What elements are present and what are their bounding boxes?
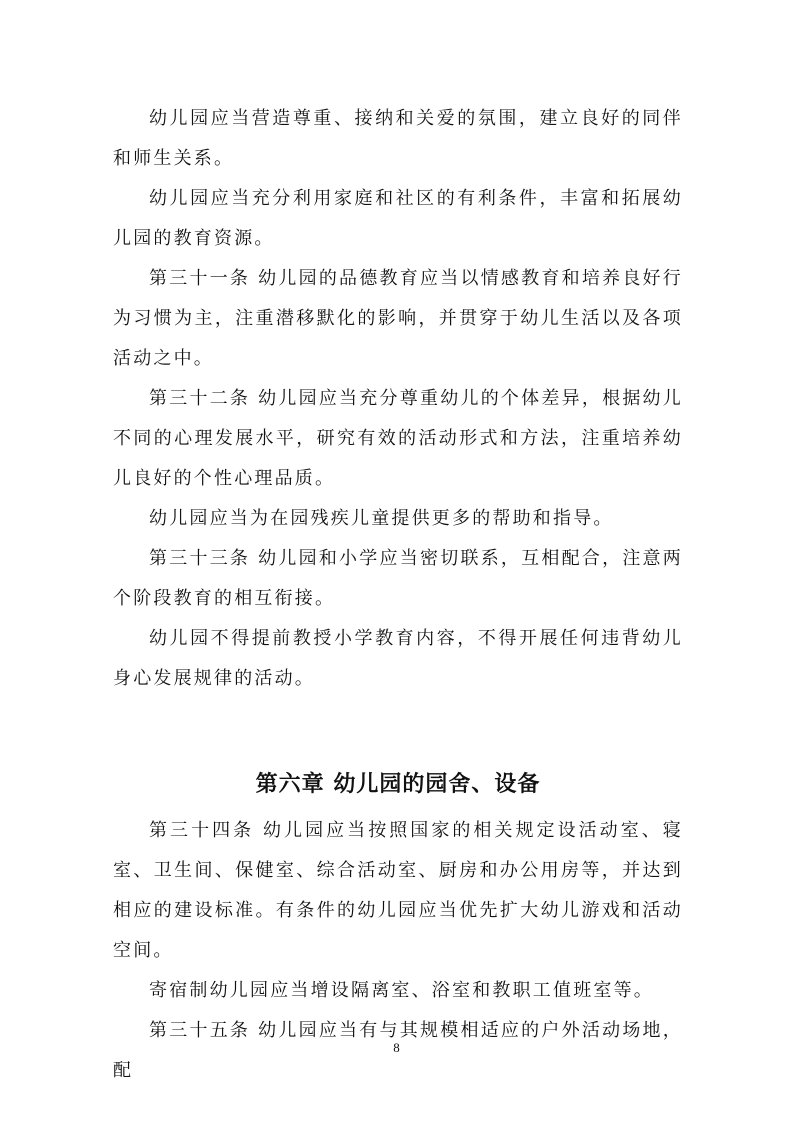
paragraph-article-33: 第三十三条 幼儿园和小学应当密切联系，互相配合，注意两个阶段教育的相互衔接。	[113, 548, 683, 609]
paragraph-article-35: 第三十五条 幼儿园应当有与其规模相适应的户外活动场地，配	[113, 1020, 683, 1081]
page-number: 8	[393, 1040, 400, 1055]
paragraph-article-31: 第三十一条 幼儿园的品德教育应当以情感教育和培养良好行为习惯为主，注重潜移默化的影响，并贯穿于幼儿生活以及各项活动之中。	[113, 268, 683, 369]
paragraph-article-32: 第三十二条 幼儿园应当充分尊重幼儿的个体差异，根据幼儿不同的心理发展水平，研究有效的活动形式和方法，注重培养幼儿良好的个性心理品质。	[113, 388, 683, 489]
paragraph-article-34: 第三十四条 幼儿园应当按照国家的相关规定设活动室、寝室、卫生间、保健室、综合活动室、厨房和办公用房等，并达到相应的建设标准。有条件的幼儿园应当优先扩大幼儿游戏和活动空间。	[113, 820, 683, 961]
paragraph: 幼儿园不得提前教授小学教育内容，不得开展任何违背幼儿身心发展规律的活动。	[113, 628, 683, 689]
body-text-top	[113, 99, 683, 699]
paragraph: 寄宿制幼儿园应当增设隔离室、浴室和教职工值班室等。	[149, 980, 654, 1001]
chapter-title: 第六章 幼儿园的园舍、设备	[255, 772, 541, 797]
paragraph: 幼儿园应当为在园残疾儿童提供更多的帮助和指导。	[149, 508, 614, 529]
paragraph: 幼儿园应当营造尊重、接纳和关爱的氛围，建立良好的同伴和师生关系。	[113, 108, 683, 169]
paragraph: 幼儿园应当充分利用家庭和社区的有利条件，丰富和拓展幼儿园的教育资源。	[113, 188, 683, 249]
